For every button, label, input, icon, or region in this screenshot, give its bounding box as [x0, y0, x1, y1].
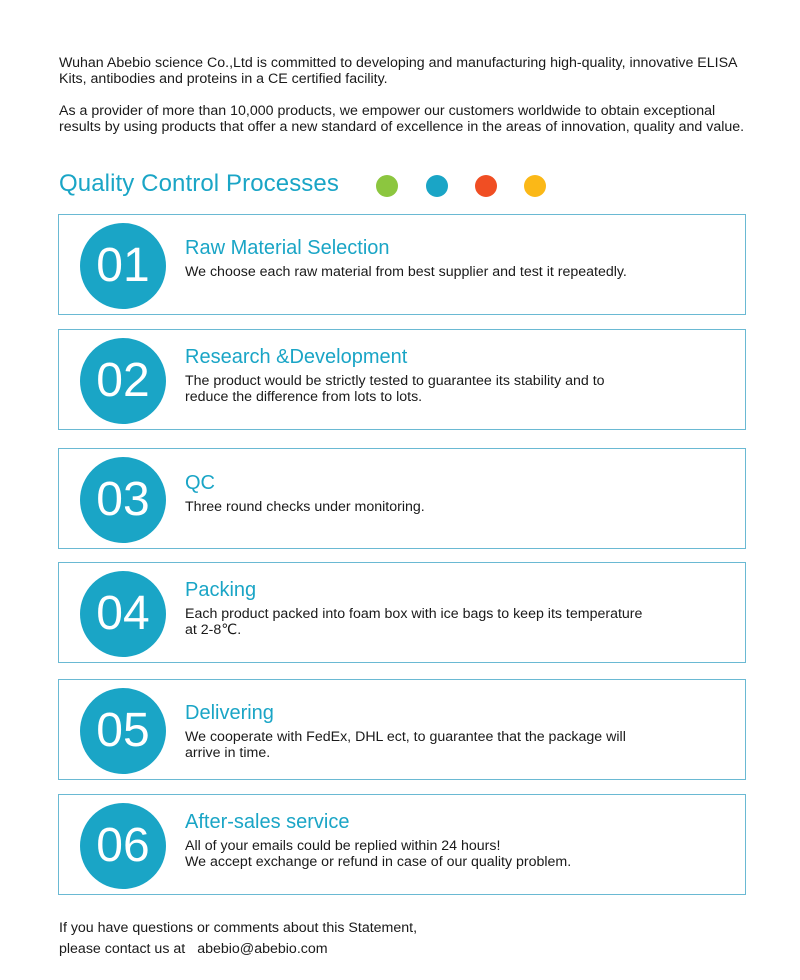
step-number-badge: 02 [80, 338, 166, 424]
step-title: After-sales service [185, 811, 350, 833]
step-description-line: reduce the difference from lots to lots. [185, 389, 423, 405]
step-description-line: at 2-8℃. [185, 622, 242, 638]
step-title: Packing [185, 579, 257, 601]
footer-contact [59, 918, 417, 960]
step-number-badge: 05 [80, 688, 166, 774]
step-description [185, 499, 705, 515]
step-description [185, 729, 705, 761]
step-description-line: The product would be strictly tested to guarantee its stability and to [185, 373, 605, 389]
intro-paragraph-1: Wuhan Abebio science Co.,Ltd is committed to developing and manufacturing high-quality, innovative ELISA Kits, antibodies and proteins in a CE certified facility. [59, 55, 737, 87]
footer-line-1: If you have questions or comments about this Statement, [59, 920, 418, 936]
section-title: Quality Control Processes [59, 170, 339, 197]
step-description-line: We cooperate with FedEx, DHL ect, to guarantee that the package will [185, 729, 626, 745]
step-number-badge: 01 [80, 223, 166, 309]
step-description [185, 606, 705, 638]
step-number-badge: 03 [80, 457, 166, 543]
step-description [185, 264, 705, 280]
step-description-line: We accept exchange or refund in case of our quality problem. [185, 854, 572, 870]
step-card-01 [58, 214, 746, 315]
step-description-line: All of your emails could be replied within 24 hours! [185, 838, 501, 854]
step-card-03 [58, 448, 746, 549]
step-card-04 [58, 562, 746, 663]
step-title: QC [185, 472, 215, 494]
step-card-06 [58, 794, 746, 895]
step-description-line: Three round checks under monitoring. [185, 499, 425, 515]
intro-paragraph-2: As a provider of more than 10,000 products, we empower our customers worldwide to obtain exceptional results by using products that offer a new standard of excellence in the areas of innovation, quality and value. [59, 103, 745, 135]
step-title: Research &Development [185, 346, 408, 368]
step-description-line: Each product packed into foam box with ice bags to keep its temperature [185, 606, 643, 622]
step-title: Raw Material Selection [185, 237, 390, 259]
step-card-02 [58, 329, 746, 430]
step-number-badge: 06 [80, 803, 166, 889]
step-description [185, 373, 705, 405]
step-number-badge: 04 [80, 571, 166, 657]
step-description-line: We choose each raw material from best supplier and test it repeatedly. [185, 264, 627, 280]
step-description-line: arrive in time. [185, 745, 271, 761]
step-card-05 [58, 679, 746, 780]
contact-email-link[interactable]: abebio@abebio.com [197, 941, 328, 957]
green-dot-icon [376, 175, 398, 197]
step-title: Delivering [185, 702, 274, 724]
footer-line-2: please contact us at [59, 941, 186, 957]
yellow-dot-icon [524, 175, 546, 197]
step-description [185, 838, 705, 870]
red-dot-icon [475, 175, 497, 197]
blue-dot-icon [426, 175, 448, 197]
